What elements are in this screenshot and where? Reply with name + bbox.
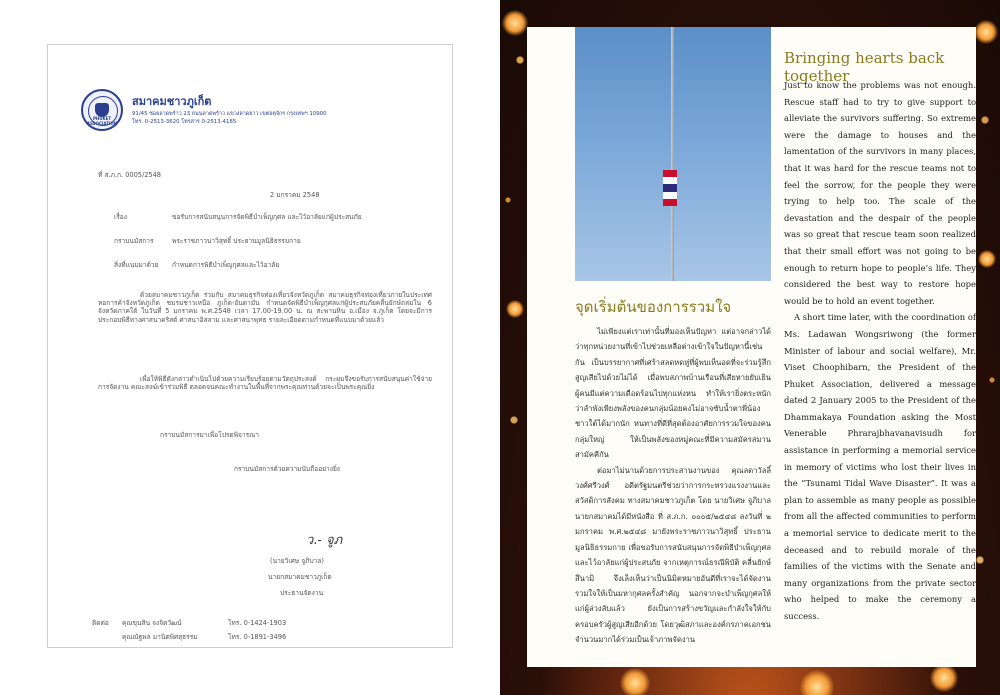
thai-paragraph-1: ไม่เพียงแต่เราเท่านั้นที่มองเห็นปัญหา แต่อาจกล่าวได้ว่าทุกหน่วยงานที่เข้าไปช่วยเหลือต่างเข้าใจในปัญหานี้เช่นกัน เป็นบรรยากาศที่เศร้าสลดหดหู่ที่ผู้พบเห็นอดที่จะร่วมรู้สึกสูญเสียไปด้วยไม่ได้ เมื่อพบสภาพบ้านเรือนที่เสียหายยับเยิน ผู้คนมีแต่ความเดือดร้อนไปทุกแห่งหน ทำให้เรายิ่งตระหนักว่าลำพังเพียงพลังของคนกลุ่มน้อยคงไม่อาจซับน้ำตาพี่น้องชาวใต้ได้มากนัก หนทางที่ดีที่สุดต้องอาศัยการรวมใจของคนกลุ่มใหญ่ ให้เป็นพลังของหมู่คณะที่มีความสมัครสมานสามัคคีกัน — [575, 327, 771, 460]
handwritten-signature: ว.- จูภ — [306, 533, 343, 548]
signer-title-president: นายกสมาคมชาวภูเก็ต — [268, 573, 332, 581]
flagpole — [671, 27, 674, 281]
letterhead-address: 91/45 ซอยลาดพร้าว 23 ถนนลาดพร้าว แขวงลาดยาว เขตจตุจักร กรุงเทพฯ 10900 — [132, 111, 327, 117]
contact-2-phone: โทร. 0-1891-3496 — [228, 633, 287, 641]
enclosure-label: สิ่งที่แนบมาด้วย — [114, 261, 159, 269]
english-section-title: Bringing hearts back together — [784, 49, 945, 85]
letter-enclosure: กำหนดการพิธีบำเพ็ญกุศลและไว้อาลัย — [172, 261, 280, 269]
thai-flag-icon — [663, 170, 677, 206]
lantern-light-icon — [620, 668, 650, 695]
letter-reference-number: ที่ ส.ภ.ก. 0005/2548 — [98, 171, 161, 179]
addressee-label: กราบนมัสการ — [114, 237, 154, 245]
phuket-association-seal-icon — [81, 89, 123, 131]
right-page — [500, 0, 1000, 695]
letter-closing-request: กราบนมัสการมาเพื่อโปรดพิจารณา — [160, 431, 259, 439]
letterhead-phone: โทร. 0-2513-3620 โทรสาร 0-2513-4185 — [132, 119, 237, 125]
english-section-body — [784, 77, 976, 625]
letter-closing: กราบนมัสการด้วยความนับถืออย่างยิ่ง — [234, 465, 341, 473]
letterhead-org-name: สมาคมชาวภูเก็ต — [132, 95, 212, 108]
seal-emblem — [95, 103, 109, 117]
letter-subject: ขอรับการสนับสนุนการจัดพิธีบำเพ็ญกุศล และไว้อาลัยแก่ผู้ประสบภัย — [172, 213, 362, 221]
lantern-light-icon — [974, 20, 998, 44]
letter-date: 2 มกราคม 2548 — [270, 191, 320, 199]
half-mast-flag-photo — [575, 27, 771, 281]
thai-paragraph-2: ต่อมาไม่นานด้วยการประสานงานของ คุณลดาวัลลิ์ วงศ์ศรีวงศ์ อดีตรัฐมนตรีช่วยว่าการกระทรวงแรงงานและสวัสดิการสังคม ทางสมาคมชาวภูเก็ต โดย นายวิเศษ จูภิบาลนายกสมาคมได้มีหนังสือ ที่ ส.ภ.ก. ๐๐๐๕/๒๕๔๘ ลงวันที่ ๒ มกราคม พ.ศ.๒๕๔๘ มายังพระราชภาวนาวิสุทธิ์ ประธานมูลนิธิธรรมกาย เพื่อขอรับการสนับสนุนการจัดพิธีบำเพ็ญกุศลและไว้อาลัยแก่ผู้ประสบภัย จากเหตุการณ์ธรณีพิบัติ คลื่นยักษ์สึนามิ จึงเล็งเห็นว่าเป็นนิมิตหมายอันดีที่เราจะได้จัดงานรวมใจให้เป็นมหากุศลครั้งสำคัญ นอกจากจะบำเพ็ญกุศลให้แก่ผู้ล่วงลับแล้ว ยังเป็นการสร้างขวัญและกำลังใจให้กับครอบครัวผู้สูญเสียอีกด้วย โดยวุฒิสภาและองค์กรภาคเอกชนจำนวนมากได้ร่วมเป็นเจ้าภาพจัดงาน — [575, 465, 771, 645]
subject-label: เรื่อง — [114, 213, 127, 221]
letter-body-paragraph-2: เพื่อให้พิธีดังกล่าวดำเนินไปด้วยความเรียบร้อยตามวัตถุประสงค์ กระผมจึงขอรับการสนับสนุนค่าใช้จ่ายการจัดงาน คณะสงฆ์เข้าร่วมพิธี ตลอดจนคณะทำงานในพื้นที่จากพระคุณท่านด้วยจะเป็นพระคุณยิ่ง — [98, 375, 432, 392]
letter-addressee: พระราชภาวนาวิสุทธิ์ ประธานมูลนิธิธรรมกาย — [172, 237, 301, 245]
lantern-light-icon — [502, 10, 528, 36]
contact-1-name: คุณขุนสิน จงจิตวัฒน์ — [122, 619, 182, 627]
association-letter — [47, 44, 453, 648]
lantern-light-icon — [506, 300, 524, 318]
lantern-light-icon — [930, 664, 958, 692]
lantern-light-icon — [800, 670, 834, 695]
contact-2-name: คุณณัฐพล มานิตพิศสุธรรม — [122, 633, 198, 641]
signer-name: (นายวิเศษ จูภิบาล) — [270, 557, 324, 565]
signer-title-organizer: ประธานจัดงาน — [280, 589, 324, 597]
thai-section-body — [575, 324, 771, 648]
contact-1-phone: โทร. 0-1424-1903 — [228, 619, 287, 627]
article-panel — [527, 27, 976, 667]
english-paragraph-1: Just to know the problems was not enough. Rescue staff had to try to give support to alleviate the survivors suffering. So extreme were the damage to houses and the lamentation of the survivors in many places, that it was hard for the rescue teams not to feel the sorrow, for the people they were trying to help too. The scale of the devastation and the despair of the people was so great that rescue team soon realized that their small effort was not going to be enough to return hope to people’s life. They considered the best way to restore hope would be to hold an event together. — [784, 80, 976, 306]
seal-text: PHUKET ASSOCIATION — [86, 116, 118, 126]
thai-section-title: จุดเริ่มต้นของการรวมใจ — [575, 298, 732, 316]
lantern-light-icon — [978, 250, 996, 268]
english-paragraph-2: A short time later, with the coordination of Ms. Ladawan Wongsriwong (the former Minister of labour and social welfare), Mr. Viset Choophibarn, the President of the Phuket Association, delivered a message dated 2 January 2005 to the President of the Dhammakaya Foundation asking the Most Venerable Phrarajbhavanavisudh for assistance in performing a memorial service in memory of victims who lost their lives in the “Tsunami Tidal Wave Disaster”. It was a plan to assemble as many people as possible from all the affected communities to perform a memorial service to dedicate merit to the deceased and to rebuild morale of the families of the victims with the Senate and many organizations from the private sector who helped to make the ceremony a success. — [784, 312, 976, 621]
contact-label: ติดต่อ — [92, 619, 109, 627]
letter-body-paragraph-1: ด้วยสมาคมชาวภูเก็ต ร่วมกับ สมาคมธุรกิจท่องเที่ยวจังหวัดภูเก็ต สมาคมธุรกิจท่องเที่ยวภายในประเทศ หอการค้าจังหวัดภูเก็ต ชมรมชาวเหนือ ภูเก็ต-อันดามัน กำหนดจัดพิธีบำเพ็ญกุศลแก่ผู้ประสบภัยคลื่นยักษ์ถล่มใน 6 จังหวัดภาคใต้ ในวันที่ 5 มกราคม พ.ศ.2548 เวลา 17.00-19.00 น. ณ สะพานหิน อ.เมือง จ.ภูเก็ต โดยจะมีการประกอบพิธีทางศาสนาคริสต์ ศาสนาอิสลาม และศาสนาพุทธ รายละเอียดตามกำหนดที่แนบมาด้วยแล้ว — [98, 291, 432, 324]
